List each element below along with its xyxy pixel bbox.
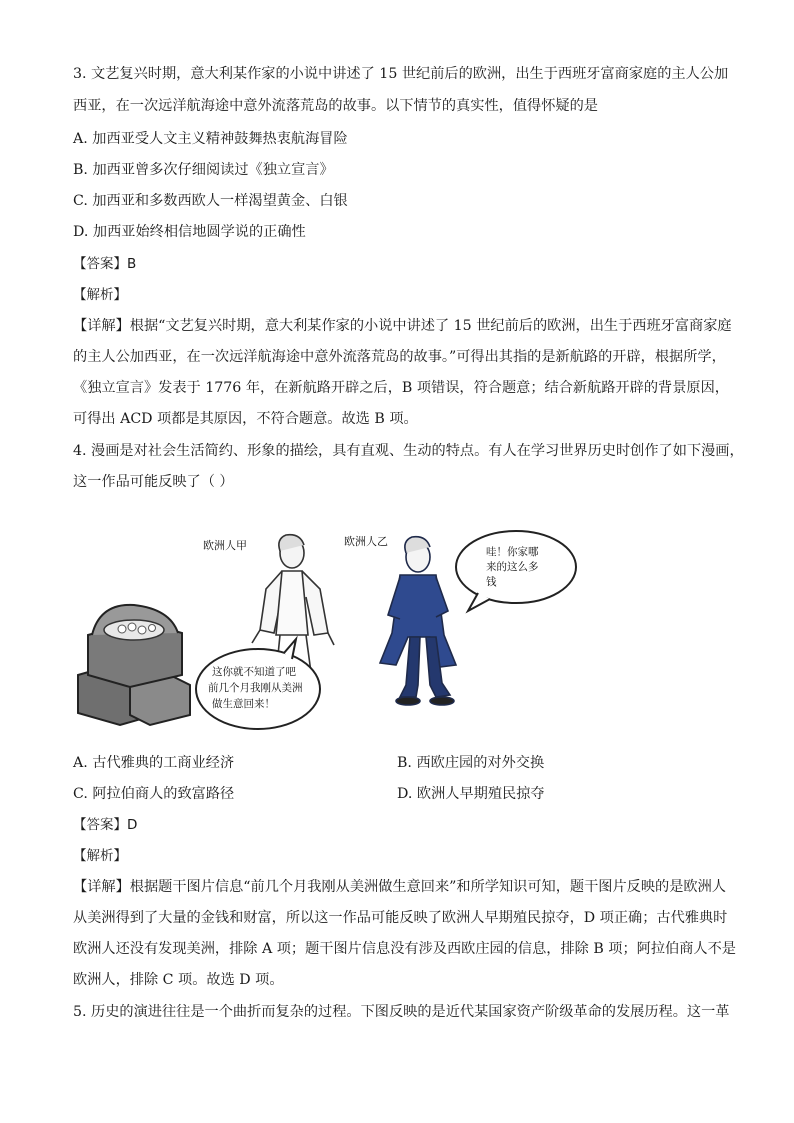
q3-detail-line2: 的主人公加西亚，在一次远洋航海途中意外流落荒岛的故事。”可得出其指的是新航路的开辟，根据所学， [73,349,726,365]
bubble-b-line2: 来的这么多 [486,561,539,573]
q3-stem-line2: 西亚，在一次远洋航海途中意外流落荒岛的故事。以下情节的真实性，值得怀疑的是 [73,98,598,114]
cartoon-illustration [70,525,590,735]
speech-bubble-b [456,531,576,611]
q3-option-c: C. 加西亚和多数西欧人一样渴望黄金、白银 [73,193,348,209]
q4-option-b: B. 西欧庄园的对外交换 [397,755,545,771]
q4-stem-line1: 4. 漫画是对社会生活简约、形象的描绘，具有直观、生动的特点。有人在学习世界历史时创作了如下漫画， [73,443,744,459]
treasure-chest-icon [78,605,190,725]
bubble-b-line3: 钱 [486,576,497,588]
q4-detail-line3: 欧洲人还没有发现美洲，排除 A 项；题干图片信息没有涉及西欧庄园的信息，排除 B 项；阿拉伯商人不是 [73,941,736,957]
q3-answer: 【答案】B [73,256,137,272]
q4-detail-line4: 欧洲人，排除 C 项。故选 D 项。 [73,972,284,988]
speech-bubble-a [196,639,320,729]
european-b-figure [380,537,456,705]
q5-stem-line1: 5. 历史的演进往往是一个曲折而复杂的过程。下图反映的是近代某国家资产阶级革命的发展历程。这一革 [73,1004,730,1020]
q4-analysis-heading: 【解析】 [73,848,127,864]
bubble-a-line1: 这你就不知道了吧 [212,666,296,678]
bubble-b-line1: 哇！你家哪 [486,546,539,558]
q3-analysis-heading: 【解析】 [73,287,127,303]
q4-stem-line2: 这一作品可能反映了（ ） [73,474,234,490]
q3-detail-line4: 可得出 ACD 项都是其原因，不符合题意。故选 B 项。 [73,411,418,427]
q4-option-a: A. 古代雅典的工商业经济 [73,755,235,771]
q3-detail-line3: 《独立宣言》发表于 1776 年，在新航路开辟之后，B 项错误，符合题意；结合新航路开辟的背景原因， [73,380,729,396]
q4-option-d: D. 欧洲人早期殖民掠夺 [397,786,545,802]
q4-option-c: C. 阿拉伯商人的致富路径 [73,786,235,802]
q3-option-d: D. 加西亚始终相信地圆学说的正确性 [73,224,306,240]
q3-stem-line1: 3. 文艺复兴时期，意大利某作家的小说中讲述了 15 世纪前后的欧洲，出生于西班牙富商家庭的主人公加 [73,66,729,82]
q4-answer: 【答案】D [73,817,138,833]
bubble-a-line3: 做生意回来！ [212,698,275,710]
q3-option-b: B. 加西亚曾多次仔细阅读过《独立宣言》 [73,162,334,178]
label-european-b: 欧洲人乙 [344,535,388,548]
bubble-a-line2: 前几个月我刚从美洲 [208,682,303,694]
q3-option-a: A. 加西亚受人文主义精神鼓舞热衷航海冒险 [73,131,348,147]
label-european-a: 欧洲人甲 [203,539,247,552]
q3-detail-line1: 【详解】根据“文艺复兴时期，意大利某作家的小说中讲述了 15 世纪前后的欧洲，出生于西班牙富商家庭 [73,318,732,334]
q4-detail-line2: 从美洲得到了大量的金钱和财富，所以这一作品可能反映了欧洲人早期殖民掠夺，D 项正确；古代雅典时 [73,910,728,926]
q4-detail-line1: 【详解】根据题干图片信息“前几个月我刚从美洲做生意回来”和所学知识可知，题干图片反映的是欧洲人 [73,879,726,895]
